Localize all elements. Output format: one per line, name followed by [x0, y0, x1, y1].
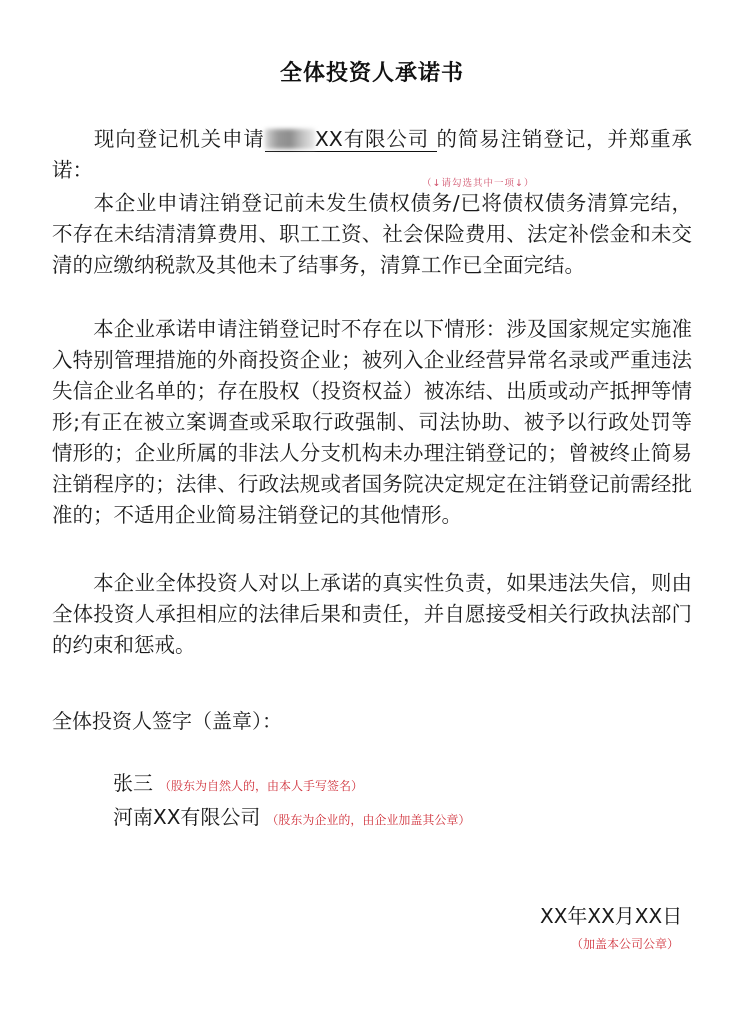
company-name-blank: XX有限公司	[265, 127, 437, 152]
signer-name: 张三	[113, 771, 153, 795]
intro-paragraph	[52, 124, 692, 186]
selection-hint: （↓请勾选其中一项↓）	[422, 178, 535, 189]
signer-note: （股东为自然人的，由本人手写签名）	[159, 779, 364, 793]
signer-name: 河南XX有限公司	[113, 805, 261, 829]
redacted-region	[265, 129, 315, 149]
date-field: XX年XX月XX日	[540, 904, 683, 928]
signer-natural-person	[113, 767, 363, 796]
seal-note: （加盖本公司公章）	[571, 937, 680, 951]
signer-note: （股东为企业的，由企业加盖其公章）	[266, 813, 471, 827]
document-title: 全体投资人承诺书	[279, 60, 464, 86]
intro-text: 现向登记机关申请	[93, 127, 265, 151]
paragraph-exclusions: 本企业承诺申请注销登记时不存在以下情形：涉及国家规定实施准入特别管理措施的外商投资企业；被列入企业经营异常名录或严重违法失信企业名单的；存在股权（投资权益）被冻结、出质或动产抵押等情形;有正在被立案调查或采取行政强制、司法协助、被予以行政处罚等情形的；企业所属的非法人分支机构未办理注销登记的；曾被终止简易注销程序的；法律、行政法规或者国务院决定规定在注销登记前需经批准的；不适用企业简易注销登记的其他情形。	[52, 317, 692, 527]
paragraph-responsibility: 本企业全体投资人对以上承诺的真实性负责，如果违法失信，则由全体投资人承担相应的法律后果和责任，并自愿接受相关行政执法部门的约束和惩戒。	[52, 571, 692, 657]
paragraph-debts: 本企业申请注销登记前未发生债权债务/已将债权债务清算完结，不存在未结清清算费用、职工工资、社会保险费用、法定补偿金和未交清的应缴纳税款及其他未了结事务，清算工作已全面完结。	[52, 191, 692, 277]
intro-text-tail: 的简易注销登记，并郑重承诺：	[52, 127, 692, 182]
signature-label: 全体投资人签字（盖章）：	[52, 709, 282, 733]
signer-company	[113, 801, 470, 830]
